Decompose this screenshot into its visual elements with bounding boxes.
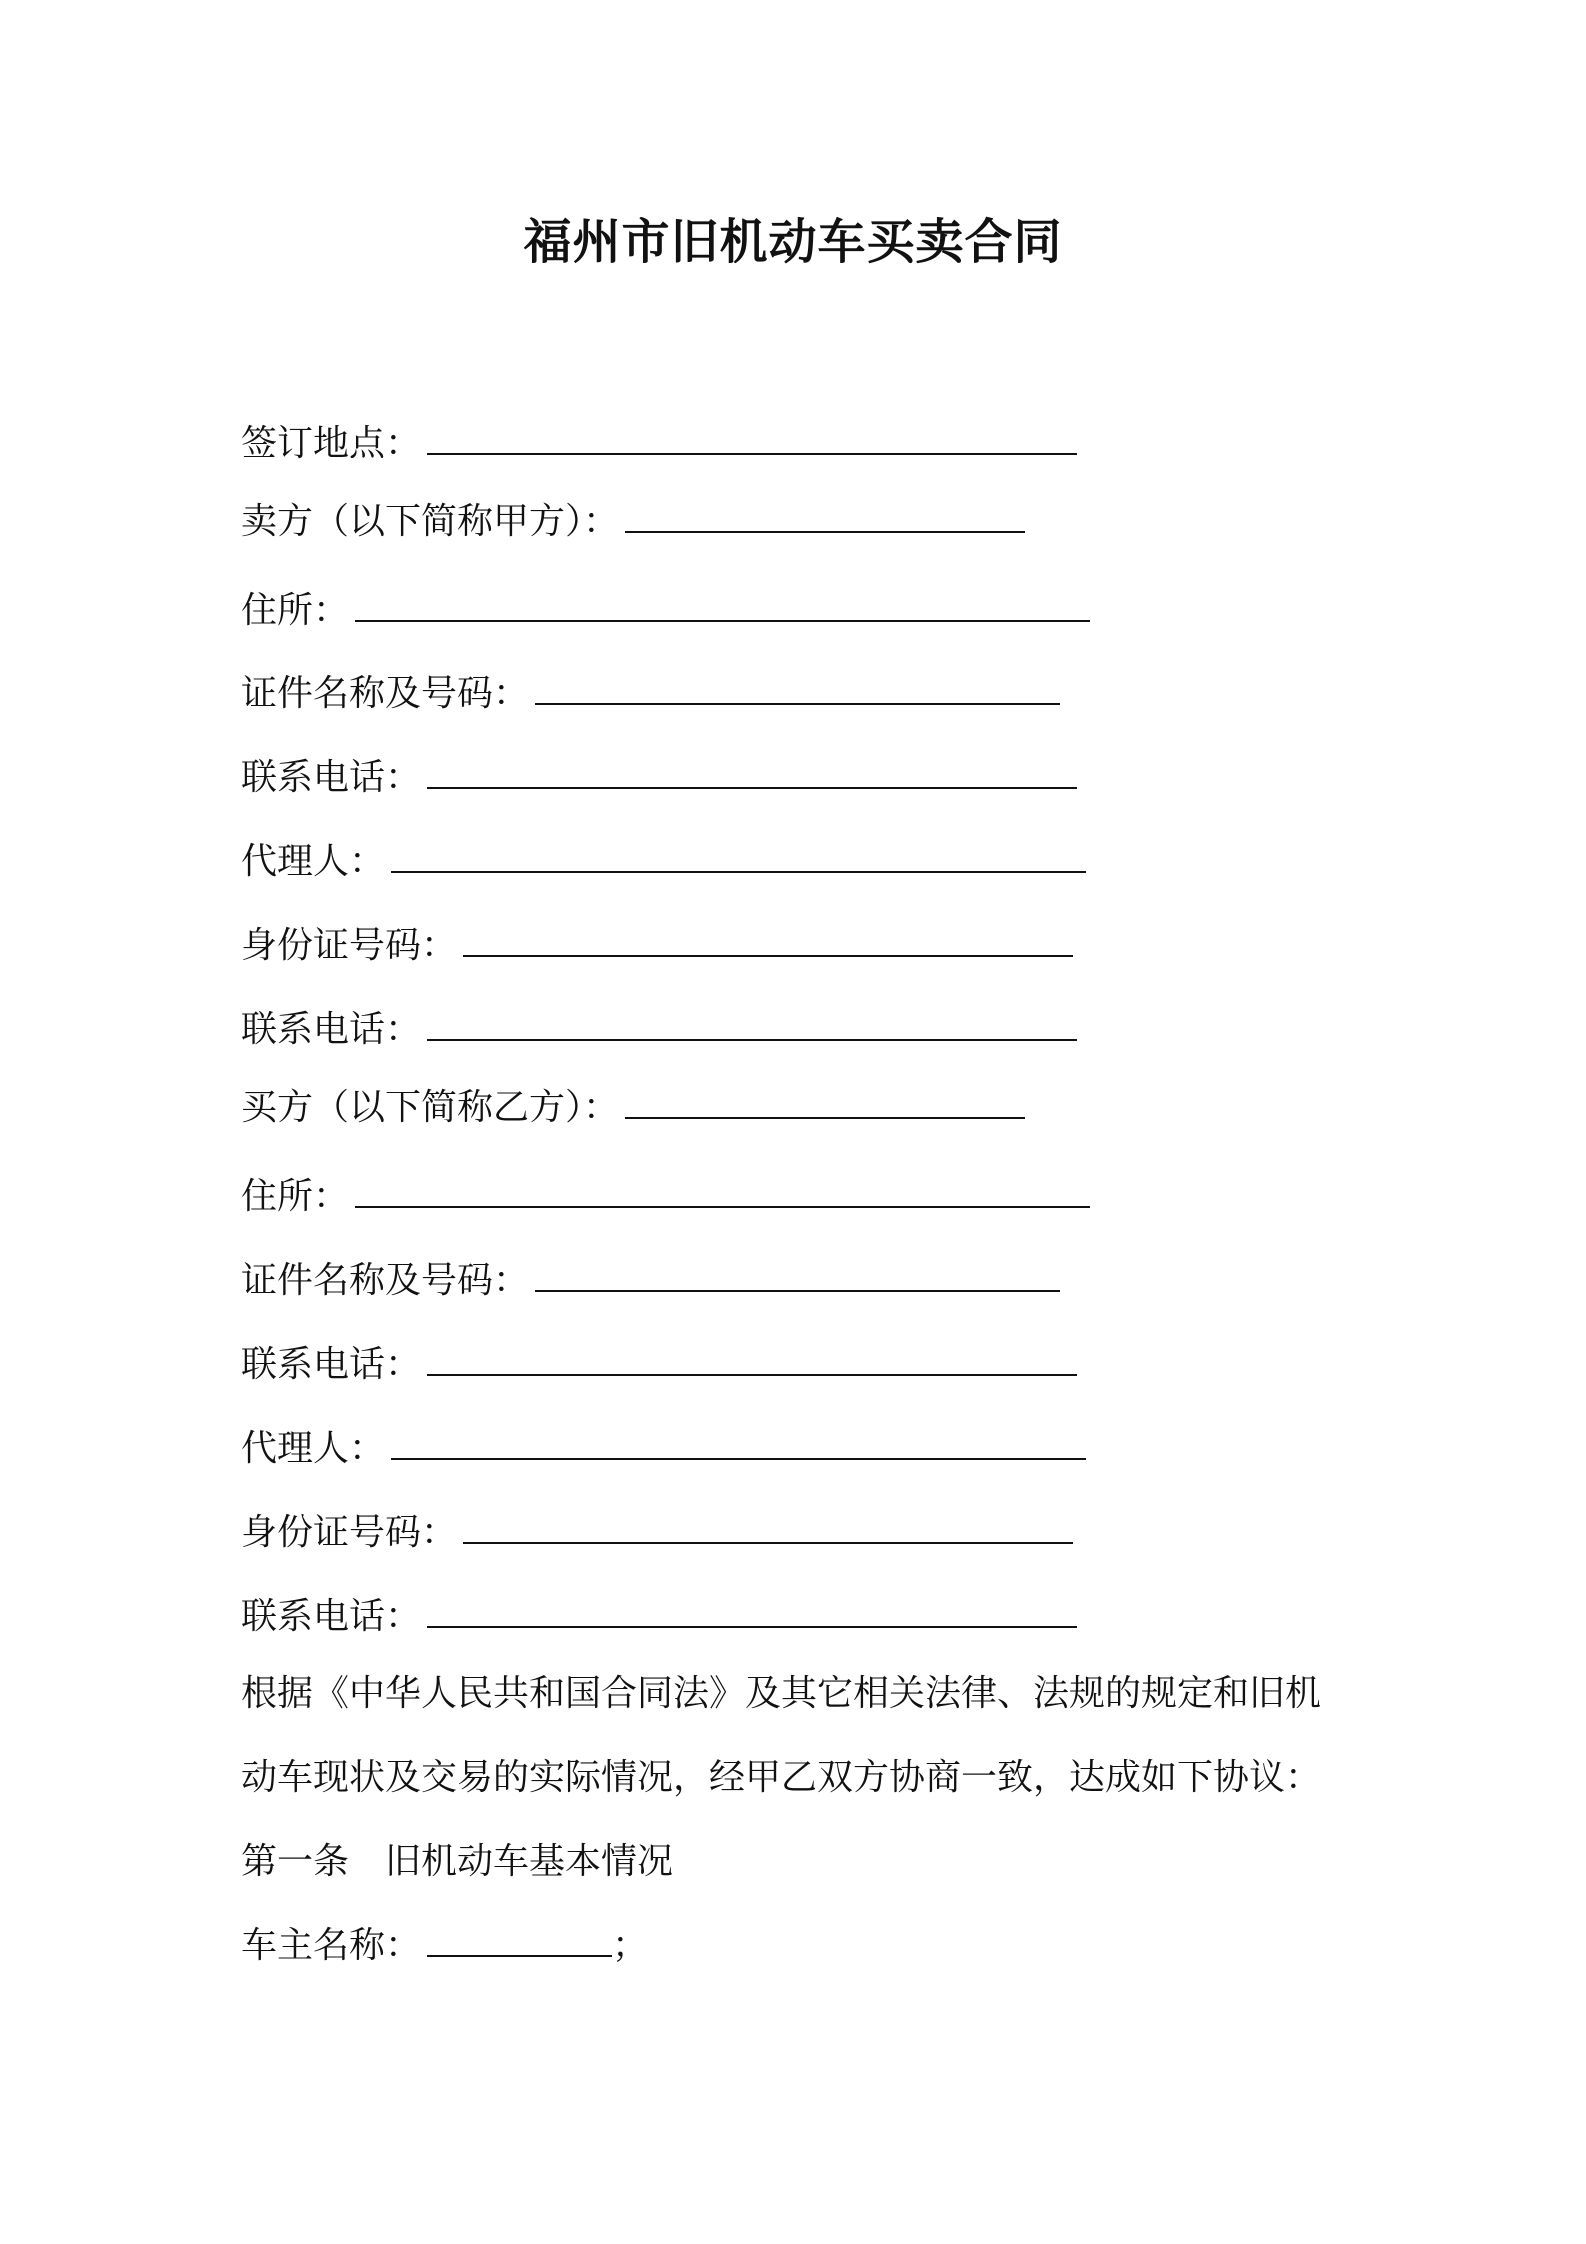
seller-id-doc-label: 证件名称及号码： — [241, 673, 530, 714]
seller-id-doc-field — [241, 668, 1060, 720]
buyer-phone-blank[interactable] — [427, 1340, 1077, 1376]
buyer-id-doc-field — [241, 1255, 1060, 1307]
buyer-agent-label: 代理人： — [241, 1428, 386, 1469]
seller-agent-label: 代理人： — [241, 841, 386, 882]
buyer-field — [241, 1082, 1025, 1134]
buyer-id-doc-blank[interactable] — [535, 1256, 1060, 1292]
buyer-agent-phone-blank[interactable] — [427, 1592, 1077, 1628]
seller-phone-field — [241, 752, 1077, 804]
buyer-agent-field — [241, 1423, 1086, 1475]
seller-agent-phone-label: 联系电话： — [241, 1009, 422, 1050]
buyer-blank[interactable] — [625, 1083, 1025, 1119]
seller-agent-id-field — [241, 920, 1073, 972]
seller-agent-field — [241, 836, 1086, 888]
seller-agent-blank[interactable] — [391, 837, 1086, 873]
seller-agent-id-label: 身份证号码： — [241, 925, 458, 966]
preamble-line-1: 根据《中华人民共和国合同法》及其它相关法律、法规的规定和旧机 — [241, 1673, 1322, 1714]
buyer-agent-id-label: 身份证号码： — [241, 1512, 458, 1553]
owner-name-field — [241, 1920, 648, 1972]
seller-phone-blank[interactable] — [427, 753, 1077, 789]
buyer-agent-phone-field — [241, 1591, 1077, 1643]
seller-label: 卖方（以下简称甲方）： — [241, 501, 620, 542]
seller-address-field — [241, 585, 1090, 637]
seller-address-label: 住所： — [241, 590, 350, 631]
signing-place-blank[interactable] — [427, 419, 1077, 455]
buyer-agent-id-field — [241, 1507, 1073, 1559]
seller-blank[interactable] — [625, 497, 1025, 533]
seller-phone-label: 联系电话： — [241, 757, 422, 798]
seller-agent-phone-field — [241, 1004, 1077, 1056]
owner-name-suffix: ； — [612, 1925, 649, 1966]
article-1-heading: 第一条 旧机动车基本情况 — [241, 1841, 674, 1882]
preamble-line-2: 动车现状及交易的实际情况，经甲乙双方协商一致，达成如下协议： — [241, 1757, 1322, 1798]
buyer-address-field — [241, 1171, 1090, 1223]
buyer-agent-blank[interactable] — [391, 1424, 1086, 1460]
buyer-agent-id-blank[interactable] — [463, 1508, 1073, 1544]
owner-name-label: 车主名称： — [241, 1925, 422, 1966]
seller-id-doc-blank[interactable] — [535, 669, 1060, 705]
buyer-phone-field — [241, 1339, 1077, 1391]
buyer-id-doc-label: 证件名称及号码： — [241, 1260, 530, 1301]
seller-field — [241, 496, 1025, 548]
owner-name-blank[interactable] — [427, 1921, 612, 1957]
signing-place-label: 签订地点： — [241, 423, 422, 464]
signing-place-field — [241, 418, 1077, 470]
seller-address-blank[interactable] — [355, 586, 1090, 622]
buyer-label: 买方（以下简称乙方）： — [241, 1087, 620, 1128]
document-title: 福州市旧机动车买卖合同 — [523, 214, 1063, 270]
seller-agent-id-blank[interactable] — [463, 921, 1073, 957]
buyer-address-label: 住所： — [241, 1176, 350, 1217]
buyer-agent-phone-label: 联系电话： — [241, 1596, 422, 1637]
buyer-address-blank[interactable] — [355, 1172, 1090, 1208]
seller-agent-phone-blank[interactable] — [427, 1005, 1077, 1041]
buyer-phone-label: 联系电话： — [241, 1344, 422, 1385]
